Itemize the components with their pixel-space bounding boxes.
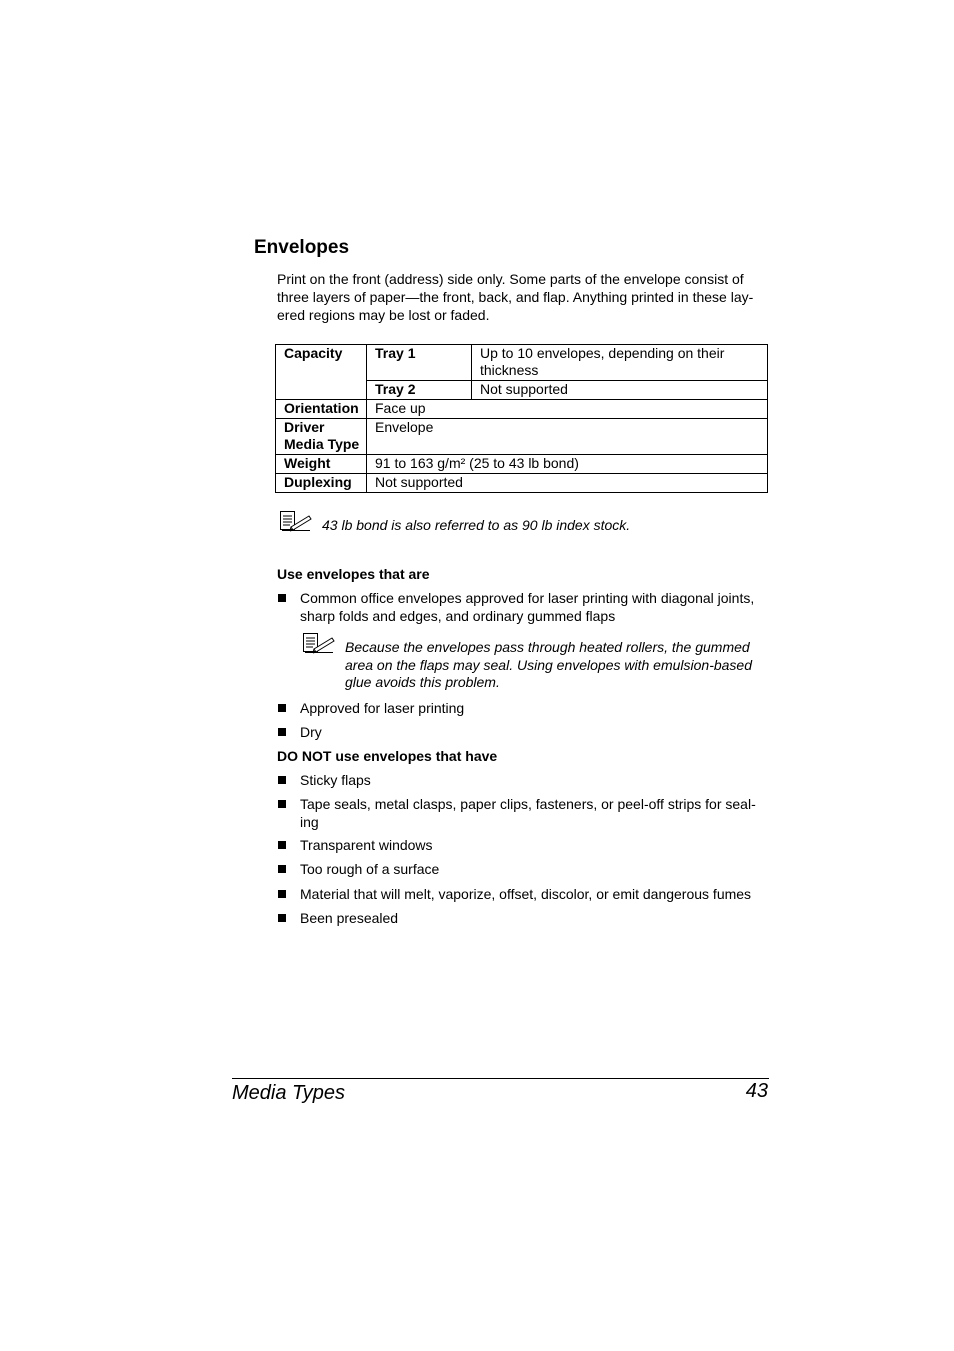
list-item-text: Dry bbox=[300, 724, 322, 740]
list-item-text: Transparent windows bbox=[300, 837, 433, 853]
list-item bbox=[277, 772, 769, 790]
tray1-value: Up to 10 envelopes, depending on their thickness bbox=[472, 345, 768, 381]
tray2-value: Not supported bbox=[472, 381, 768, 400]
orientation-label: Orientation bbox=[276, 400, 367, 419]
driver-label-line2: Media Type bbox=[284, 436, 360, 452]
list-item-text: Been presealed bbox=[300, 910, 399, 926]
avoid-list-heading: DO NOT use envelopes that have bbox=[277, 748, 498, 764]
list-item-text: Tape seals, metal clasps, paper clips, fasteners, or peel-off strips for seal-ing bbox=[300, 796, 756, 830]
footer-title: Media Types bbox=[232, 1082, 346, 1104]
bullet-square-icon bbox=[278, 841, 286, 849]
driver-media-type-value: Envelope bbox=[367, 419, 768, 455]
list-item bbox=[277, 861, 769, 879]
note-pencil-icon bbox=[302, 632, 336, 654]
bullet-square-icon bbox=[278, 890, 286, 898]
orientation-value: Face up bbox=[367, 400, 768, 419]
page-number: 43 bbox=[745, 1080, 768, 1102]
weight-label: Weight bbox=[276, 455, 367, 474]
bullet-square-icon bbox=[278, 914, 286, 922]
note-text: Because the envelopes pass through heated rollers, the gummed area on the flaps may seal. Using envelopes with emulsion-based glue avoids this problem. bbox=[345, 639, 753, 690]
list-item-text: Too rough of a surface bbox=[300, 861, 440, 877]
weight-value: 91 to 163 g/m² (25 to 43 lb bond) bbox=[367, 455, 768, 474]
table-row bbox=[276, 474, 768, 493]
note-text: 43 lb bond is also referred to as 90 lb index stock. bbox=[322, 517, 631, 533]
table-row bbox=[276, 345, 768, 381]
bullet-square-icon bbox=[278, 776, 286, 784]
list-item bbox=[277, 700, 769, 718]
table-row bbox=[276, 419, 768, 455]
list-item bbox=[277, 796, 769, 831]
bullet-square-icon bbox=[278, 728, 286, 736]
list-item bbox=[277, 837, 769, 855]
tray1-label: Tray 1 bbox=[367, 345, 472, 381]
list-item-text: Material that will melt, vaporize, offset, discolor, or emit dangerous fumes bbox=[300, 886, 752, 902]
use-list-heading: Use envelopes that are bbox=[277, 566, 430, 582]
list-item-text: Approved for laser printing bbox=[300, 700, 465, 716]
list-item-text: Common office envelopes approved for laser printing with diagonal joints, sharp folds and edges, and ordinary gummed flaps bbox=[300, 590, 755, 624]
bullet-square-icon bbox=[278, 800, 286, 808]
capacity-label: Capacity bbox=[276, 345, 367, 400]
footer-divider bbox=[232, 1078, 769, 1079]
table-row bbox=[276, 400, 768, 419]
driver-label-line1: Driver bbox=[284, 419, 325, 435]
section-title: Envelopes bbox=[254, 237, 350, 258]
intro-paragraph: Print on the front (address) side only. Some parts of the envelope consist of three layers of paper—the front, back, and flap. Anything printed in these lay-ered regions may be lost or faded. bbox=[277, 271, 754, 323]
bullet-square-icon bbox=[278, 865, 286, 873]
bullet-square-icon bbox=[278, 704, 286, 712]
list-item bbox=[277, 590, 769, 625]
bullet-square-icon bbox=[278, 594, 286, 602]
note-pencil-icon bbox=[279, 510, 313, 532]
driver-media-type-label bbox=[276, 419, 367, 455]
list-item bbox=[277, 886, 769, 904]
list-item bbox=[277, 724, 769, 742]
table-row bbox=[276, 455, 768, 474]
duplexing-label: Duplexing bbox=[276, 474, 367, 493]
duplexing-value: Not supported bbox=[367, 474, 768, 493]
tray2-label: Tray 2 bbox=[367, 381, 472, 400]
list-item bbox=[277, 910, 769, 928]
list-item-text: Sticky flaps bbox=[300, 772, 371, 788]
envelope-spec-table bbox=[275, 344, 768, 493]
